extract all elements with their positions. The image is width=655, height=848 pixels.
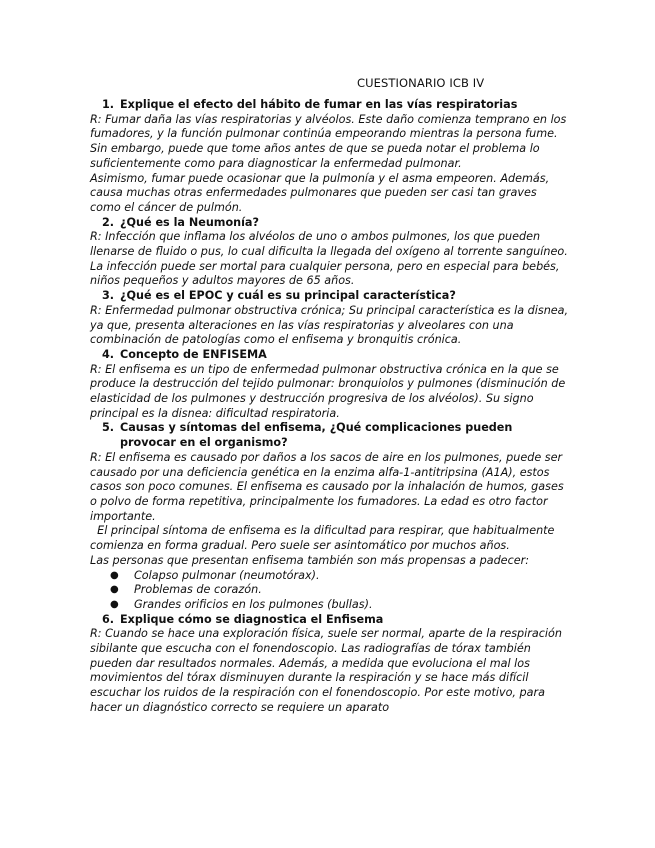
question-3 <box>90 289 570 304</box>
answer-paragraph: Las personas que presentan enfisema también son más propensas a padecer: <box>90 553 529 567</box>
answer-paragraph: R: El enfisema es un tipo de enfermedad pulmonar obstructiva crónica en la que se produce la destrucción del tejido pulmonar: bronquiolos y pulmones (disminución de elasticidad de los pulmones y destrucción progresiva de los alvéolos). Su signo principal es la disnea: dificultad respiratoria. <box>90 362 566 420</box>
document-title: CUESTIONARIO ICB IV <box>357 76 485 90</box>
list-item-text: Grandes orificios en los pulmones (bullas). <box>134 597 373 611</box>
question-5 <box>90 421 570 450</box>
question-text: ¿Qué es el EPOC y cuál es su principal característica? <box>120 289 456 303</box>
question-text: Causas y síntomas del enfisema, ¿Qué complicaciones pueden provocar en el organismo? <box>120 421 513 450</box>
question-text: Concepto de ENFISEMA <box>120 347 267 361</box>
bullet-icon: ● <box>110 584 119 596</box>
question-text: ¿Qué es la Neumonía? <box>120 215 259 229</box>
bullet-icon: ● <box>110 598 119 610</box>
question-number: 5. <box>101 421 114 435</box>
answer-paragraph: Asimismo, fumar puede ocasionar que la pulmonía y el asma empeoren. Además, causa muchas otras enfermedades pulmonares que pueden ser casi tan graves como el cáncer de pulmón. <box>90 171 550 214</box>
answer-paragraph: R: El enfisema es causado por daños a los sacos de aire en los pulmones, puede ser causado por una deficiencia genética en la enzima alfa-1-antitripsina (A1A), estos casos son poco comunes. El enfisema es causado por la inhalación de humos, gases o polvo de forma repetitiva, principalmente los fumadores. La edad es otro factor importante. <box>90 450 564 523</box>
answer-paragraph: El principal síntoma de enfisema es la dificultad para respirar, que habitualmente comienza en forma gradual. Pero suele ser asintomático por muchos años. <box>90 524 559 553</box>
question-text: Explique el efecto del hábito de fumar en las vías respiratorias <box>120 98 518 111</box>
question-number: 3. <box>101 289 114 303</box>
question-text: Explique cómo se diagnostica el Enfisema <box>120 612 384 626</box>
answer-paragraph: R: Cuando se hace una exploración física, suele ser normal, aparte de la respiración sibilante que escucha con el fonendoscopio. Las radiografías de tórax también pueden dar resultados normales. Además, a medida que evoluciona el mal los movimientos del tórax disminuyen durante la respiración y se hace más difícil escuchar los ruidos de la respiración con el fonendoscopio. Por este motivo, para hacer un diagnóstico correcto se requiere un aparato <box>90 627 562 714</box>
list-item <box>90 583 570 598</box>
question-number: 4. <box>101 347 114 361</box>
answer-paragraph: R: Fumar daña las vías respiratorias y alvéolos. Este daño comienza temprano en los fumadores, y la función pulmonar continúa empeorando mientras la persona fume. Sin embargo, puede que tome años antes de que se pueda notar el problema lo suficientemente como para diagnosticar la enfermedad pulmonar. <box>90 112 567 170</box>
list-item-text: Problemas de corazón. <box>134 583 262 597</box>
list-item <box>90 569 570 584</box>
answer-paragraph: R: Enfermedad pulmonar obstructiva crónica; Su principal característica es la disnea, ya que, presenta alteraciones en las vías respiratorias y alveolares con una combinación de patologías como el enfisema y bronquitis crónica. <box>90 303 569 347</box>
question-6 <box>90 613 570 628</box>
question-4 <box>90 348 570 363</box>
bullet-icon: ● <box>110 569 119 581</box>
list-item-text: Colapso pulmonar (neumotórax). <box>134 568 320 582</box>
answer-paragraph: R: Infección que inflama los alvéolos de uno o ambos pulmones, los que pueden llenarse de fluido o pus, lo cual dificulta la llegada del oxígeno al torrente sanguíneo. <box>90 230 568 259</box>
list-item <box>90 598 570 613</box>
complications-list <box>90 569 570 613</box>
question-number: 1. <box>101 98 114 111</box>
question-2 <box>90 216 570 231</box>
question-number: 2. <box>101 215 114 229</box>
document-body <box>90 98 570 716</box>
question-1 <box>90 98 570 113</box>
answer-paragraph: La infección puede ser mortal para cualquier persona, pero en especial para bebés, niños pequeños y adultos mayores de 65 años. <box>90 259 560 288</box>
question-number: 6. <box>101 612 114 626</box>
